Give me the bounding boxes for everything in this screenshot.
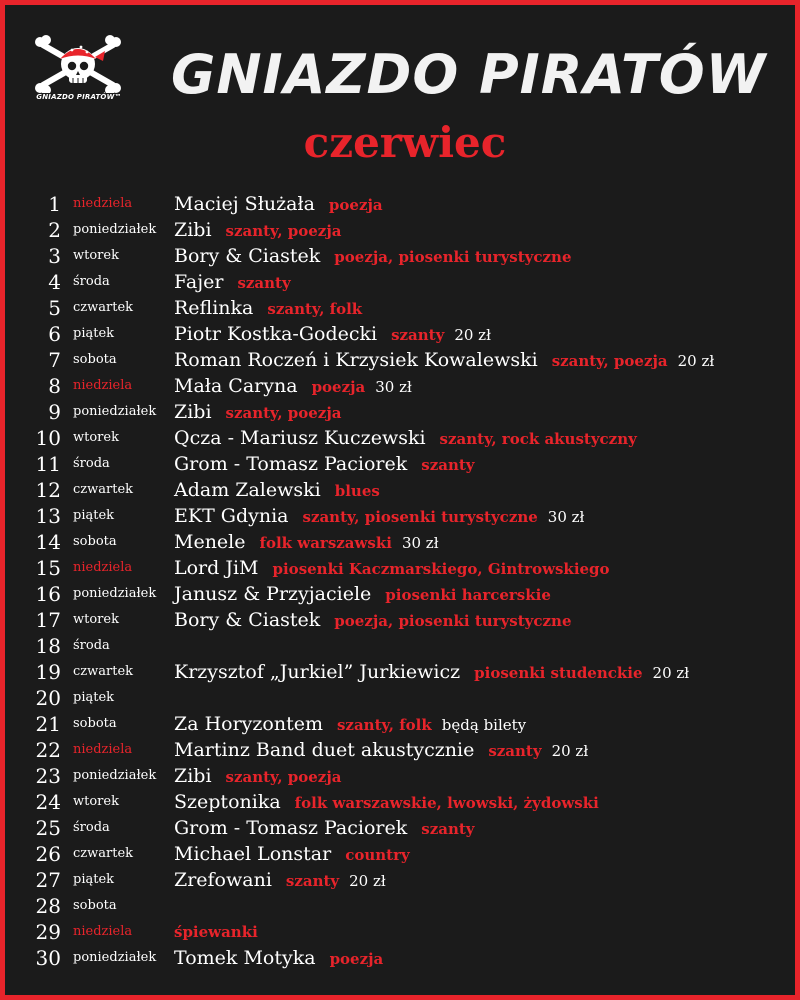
day-number: 30 bbox=[35, 946, 61, 970]
schedule-row bbox=[5, 529, 800, 555]
schedule-row bbox=[5, 503, 800, 529]
price: 30 zł bbox=[375, 378, 412, 396]
day-number: 25 bbox=[35, 816, 61, 840]
day-number: 22 bbox=[35, 738, 61, 762]
genre: szanty bbox=[237, 274, 291, 292]
artist-name: Lord JiM bbox=[174, 557, 259, 579]
genre: szanty bbox=[285, 872, 340, 890]
weekday: poniedziałek bbox=[73, 950, 157, 965]
genre: piosenki harcerskie bbox=[385, 586, 551, 604]
schedule-row bbox=[5, 399, 800, 425]
weekday: środa bbox=[73, 274, 110, 289]
genre: szanty bbox=[391, 326, 445, 344]
genre: szanty, folk bbox=[267, 300, 363, 318]
weekday: piątek bbox=[73, 326, 115, 341]
artist-name: Krzysztof „Jurkiel” Jurkiewicz bbox=[174, 661, 461, 683]
weekday: wtorek bbox=[73, 248, 119, 263]
weekday: wtorek bbox=[73, 430, 119, 445]
weekday: niedziela bbox=[73, 560, 133, 575]
artist-name: Fajer bbox=[174, 271, 224, 293]
day-number: 15 bbox=[35, 556, 61, 580]
logo-text: GNIAZDO PIRATÓW™ bbox=[36, 93, 122, 101]
day-number: 1 bbox=[48, 192, 61, 216]
artist-name: Grom - Tomasz Paciorek bbox=[174, 817, 408, 839]
artist-name: Maciej Służała bbox=[174, 193, 315, 215]
weekday: niedziela bbox=[73, 924, 133, 939]
artist-name: Zibi bbox=[174, 401, 212, 423]
weekday: niedziela bbox=[73, 378, 133, 393]
weekday: piątek bbox=[73, 872, 115, 887]
artist-name: Bory & Ciastek bbox=[174, 245, 321, 267]
price: 20 zł bbox=[349, 872, 386, 890]
genre: szanty, poezja bbox=[225, 404, 342, 422]
weekday: sobota bbox=[73, 898, 117, 913]
weekday: piątek bbox=[73, 508, 115, 523]
weekday: środa bbox=[73, 456, 110, 471]
price: będą bilety bbox=[441, 716, 527, 734]
day-number: 12 bbox=[35, 478, 61, 502]
schedule-row bbox=[5, 269, 800, 295]
day-number: 24 bbox=[35, 790, 61, 814]
event bbox=[174, 945, 393, 977]
artist-name: Zibi bbox=[174, 219, 212, 241]
schedule-row bbox=[5, 737, 800, 763]
month-heading: czerwiec bbox=[303, 118, 507, 167]
schedule-row bbox=[5, 555, 800, 581]
day-number: 5 bbox=[48, 296, 61, 320]
artist-name: Grom - Tomasz Paciorek bbox=[174, 453, 408, 475]
genre: country bbox=[345, 846, 410, 864]
genre: szanty, folk bbox=[336, 716, 432, 734]
schedule-row bbox=[5, 477, 800, 503]
artist-name: Piotr Kostka-Godecki bbox=[174, 323, 378, 345]
weekday: poniedziałek bbox=[73, 404, 157, 419]
artist-name: Bory & Ciastek bbox=[174, 609, 321, 631]
artist-name: Menele bbox=[174, 531, 246, 553]
schedule-row bbox=[5, 711, 800, 737]
day-number: 29 bbox=[35, 920, 61, 944]
artist-name: Adam Zalewski bbox=[174, 479, 321, 501]
day-number: 26 bbox=[35, 842, 61, 866]
genre: szanty, piosenki turystyczne bbox=[302, 508, 538, 526]
weekday: czwartek bbox=[73, 664, 134, 679]
day-number: 7 bbox=[48, 348, 61, 372]
price: 30 zł bbox=[401, 534, 439, 552]
artist-name: Roman Roczeń i Krzysiek Kowalewski bbox=[174, 349, 538, 371]
artist-name: Tomek Motyka bbox=[174, 947, 316, 969]
weekday: niedziela bbox=[73, 196, 133, 211]
schedule-row bbox=[5, 373, 800, 399]
weekday: środa bbox=[73, 820, 110, 835]
day-number: 20 bbox=[35, 686, 61, 710]
weekday: poniedziałek bbox=[73, 768, 157, 783]
schedule-row bbox=[5, 763, 800, 789]
schedule-row bbox=[5, 945, 800, 971]
genre: folk warszawskie, lwowski, żydowski bbox=[294, 794, 599, 812]
weekday: poniedziałek bbox=[73, 586, 157, 601]
genre: szanty bbox=[488, 742, 542, 760]
genre: piosenki studenckie bbox=[474, 664, 643, 682]
poster-title: GNIAZDO PIRATÓW bbox=[171, 43, 767, 106]
day-number: 28 bbox=[35, 894, 61, 918]
weekday: wtorek bbox=[73, 612, 119, 627]
artist-name: Qcza - Mariusz Kuczewski bbox=[174, 427, 426, 449]
schedule-row bbox=[5, 217, 800, 243]
genre: szanty, poezja bbox=[225, 222, 342, 240]
day-number: 11 bbox=[35, 452, 61, 476]
artist-name: Szeptonika bbox=[174, 791, 281, 813]
schedule-row bbox=[5, 815, 800, 841]
artist-name: Martinz Band duet akustycznie bbox=[174, 739, 475, 761]
artist-name: Zibi bbox=[174, 765, 212, 787]
day-number: 23 bbox=[35, 764, 61, 788]
weekday: czwartek bbox=[73, 846, 134, 861]
day-number: 4 bbox=[48, 270, 61, 294]
artist-name: Janusz & Przyjaciele bbox=[174, 583, 372, 605]
schedule-row bbox=[5, 191, 800, 217]
schedule-row bbox=[5, 607, 800, 633]
schedule-row bbox=[5, 633, 800, 659]
day-number: 27 bbox=[35, 868, 61, 892]
schedule-row bbox=[5, 919, 800, 945]
genre: szanty, poezja bbox=[551, 352, 668, 370]
day-number: 9 bbox=[48, 400, 61, 424]
genre: poezja, piosenki turystyczne bbox=[334, 612, 572, 630]
skull-crossbones-icon bbox=[29, 33, 129, 93]
weekday: sobota bbox=[73, 352, 117, 367]
day-number: 18 bbox=[35, 634, 61, 658]
schedule-row bbox=[5, 789, 800, 815]
genre: poezja bbox=[329, 950, 384, 968]
schedule-row bbox=[5, 867, 800, 893]
day-number: 17 bbox=[35, 608, 61, 632]
schedule-row bbox=[5, 659, 800, 685]
genre: śpiewanki bbox=[174, 923, 258, 941]
logo bbox=[29, 33, 129, 105]
artist-name: EKT Gdynia bbox=[174, 505, 289, 527]
weekday: czwartek bbox=[73, 300, 134, 315]
schedule-row bbox=[5, 321, 800, 347]
price: 20 zł bbox=[454, 326, 491, 344]
artist-name: Michael Lonstar bbox=[174, 843, 332, 865]
schedule-row bbox=[5, 841, 800, 867]
weekday: piątek bbox=[73, 690, 115, 705]
price: 30 zł bbox=[547, 508, 585, 526]
day-number: 21 bbox=[35, 712, 61, 736]
day-number: 3 bbox=[48, 244, 61, 268]
schedule-row bbox=[5, 451, 800, 477]
weekday: niedziela bbox=[73, 742, 133, 757]
weekday: wtorek bbox=[73, 794, 119, 809]
day-number: 16 bbox=[35, 582, 61, 606]
day-number: 2 bbox=[48, 218, 61, 242]
artist-name: Zrefowani bbox=[174, 869, 272, 891]
schedule-row bbox=[5, 685, 800, 711]
weekday: czwartek bbox=[73, 482, 134, 497]
artist-name: Mała Caryna bbox=[174, 375, 298, 397]
genre: poezja bbox=[311, 378, 366, 396]
genre: folk warszawski bbox=[259, 534, 392, 552]
price: 20 zł bbox=[652, 664, 690, 682]
day-number: 13 bbox=[35, 504, 61, 528]
genre: szanty, poezja bbox=[225, 768, 342, 786]
weekday: poniedziałek bbox=[73, 222, 157, 237]
schedule-list bbox=[5, 191, 800, 971]
schedule-row bbox=[5, 243, 800, 269]
weekday: sobota bbox=[73, 716, 117, 731]
day-number: 10 bbox=[35, 426, 61, 450]
weekday: sobota bbox=[73, 534, 117, 549]
price: 20 zł bbox=[551, 742, 589, 760]
price: 20 zł bbox=[677, 352, 715, 370]
day-number: 6 bbox=[48, 322, 61, 346]
schedule-row bbox=[5, 347, 800, 373]
schedule-row bbox=[5, 581, 800, 607]
genre: blues bbox=[334, 482, 380, 500]
genre: szanty bbox=[421, 820, 475, 838]
genre: szanty, rock akustyczny bbox=[439, 430, 637, 448]
day-number: 8 bbox=[48, 374, 61, 398]
schedule-row bbox=[5, 425, 800, 451]
genre: poezja bbox=[328, 196, 383, 214]
artist-name: Reflinka bbox=[174, 297, 254, 319]
day-number: 19 bbox=[35, 660, 61, 684]
day-number: 14 bbox=[35, 530, 61, 554]
genre: piosenki Kaczmarskiego, Gintrowskiego bbox=[272, 560, 610, 578]
genre: poezja, piosenki turystyczne bbox=[334, 248, 572, 266]
schedule-row bbox=[5, 295, 800, 321]
genre: szanty bbox=[421, 456, 475, 474]
schedule-row bbox=[5, 893, 800, 919]
weekday: środa bbox=[73, 638, 110, 653]
artist-name: Za Horyzontem bbox=[174, 713, 323, 735]
